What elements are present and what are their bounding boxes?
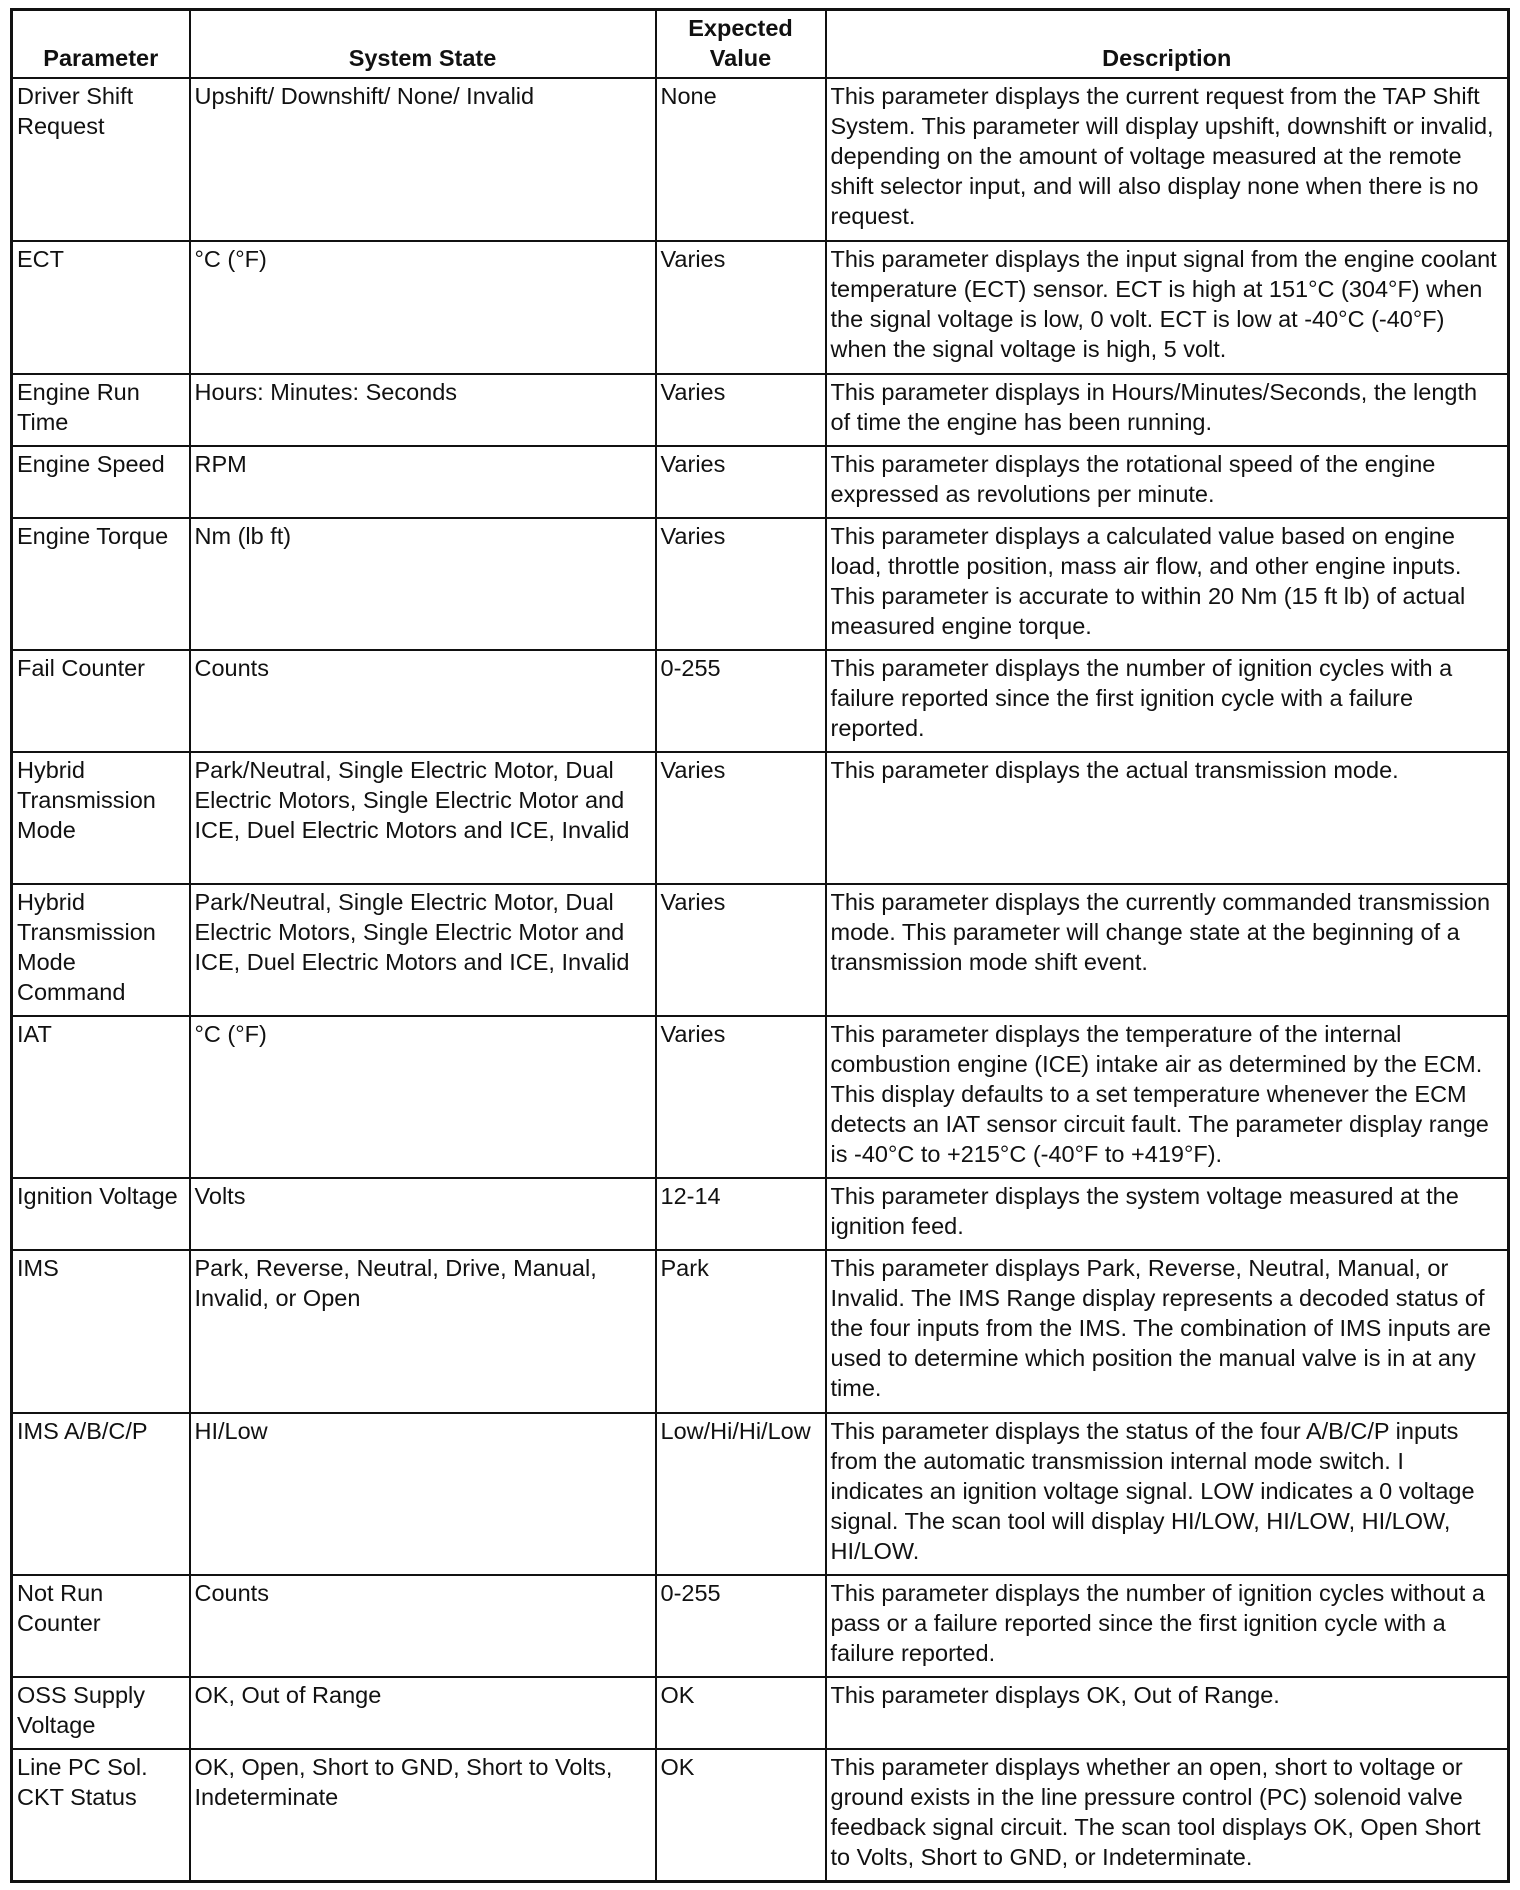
cell-description: This parameter displays the number of ignition cycles without a pass or a failure reported since the first ignition cycle with a failure reported. [826, 1575, 1509, 1677]
cell-parameter: Hybrid Transmission Mode [12, 752, 190, 884]
cell-expected-value: Varies [656, 518, 826, 650]
cell-system-state: Park/Neutral, Single Electric Motor, Dual Electric Motors, Single Electric Motor and ICE, Duel Electric Motors and ICE, Invalid [190, 884, 656, 1016]
cell-parameter: OSS Supply Voltage [12, 1677, 190, 1749]
header-parameter: Parameter [12, 10, 190, 79]
cell-parameter: Driver Shift Request [12, 78, 190, 241]
cell-system-state: °C (°F) [190, 241, 656, 374]
cell-parameter: Not Run Counter [12, 1575, 190, 1677]
table-row [12, 1250, 1509, 1413]
cell-parameter: Engine Run Time [12, 374, 190, 446]
cell-description: This parameter displays the status of the four A/B/C/P inputs from the automatic transmission internal mode switch. I indicates an ignition voltage signal. LOW indicates a 0 voltage signal. The scan tool will display HI/LOW, HI/LOW, HI/LOW, HI/LOW. [826, 1413, 1509, 1575]
table-row [12, 1677, 1509, 1749]
table-row [12, 1575, 1509, 1677]
cell-description: This parameter displays the input signal from the engine coolant temperature (ECT) sensor. ECT is high at 151°C (304°F) when the signal voltage is low, 0 volt. ECT is low at -40°C (-40°F) when the signal voltage is high, 5 volt. [826, 241, 1509, 374]
cell-description: This parameter displays the temperature of the internal combustion engine (ICE) intake air as determined by the ECM. This display defaults to a set temperature whenever the ECM detects an IAT sensor circuit fault. The parameter display range is -40°C to +215°C (-40°F to +419°F). [826, 1016, 1509, 1178]
table-row [12, 446, 1509, 518]
header-row [12, 10, 1509, 79]
cell-parameter: Engine Torque [12, 518, 190, 650]
cell-expected-value: Varies [656, 241, 826, 374]
cell-system-state: Volts [190, 1178, 656, 1250]
cell-expected-value: 0-255 [656, 650, 826, 752]
table-body [12, 78, 1509, 1881]
table-row [12, 1749, 1509, 1881]
cell-system-state: OK, Open, Short to GND, Short to Volts, Indeterminate [190, 1749, 656, 1881]
table-row [12, 518, 1509, 650]
table-row [12, 78, 1509, 241]
cell-expected-value: 12-14 [656, 1178, 826, 1250]
cell-system-state: Park, Reverse, Neutral, Drive, Manual, Invalid, or Open [190, 1250, 656, 1413]
cell-system-state: Upshift/ Downshift/ None/ Invalid [190, 78, 656, 241]
cell-expected-value: Varies [656, 884, 826, 1016]
cell-description: This parameter displays the currently commanded transmission mode. This parameter will change state at the beginning of a transmission mode shift event. [826, 884, 1509, 1016]
table-row [12, 374, 1509, 446]
cell-description: This parameter displays the rotational speed of the engine expressed as revolutions per minute. [826, 446, 1509, 518]
cell-parameter: IMS A/B/C/P [12, 1413, 190, 1575]
cell-system-state: Hours: Minutes: Seconds [190, 374, 656, 446]
cell-system-state: Counts [190, 1575, 656, 1677]
cell-expected-value: OK [656, 1749, 826, 1881]
cell-expected-value: Varies [656, 446, 826, 518]
table-row [12, 241, 1509, 374]
cell-expected-value: Varies [656, 1016, 826, 1178]
cell-description: This parameter displays the actual transmission mode. [826, 752, 1509, 884]
cell-expected-value: Park [656, 1250, 826, 1413]
cell-parameter: Ignition Voltage [12, 1178, 190, 1250]
cell-description: This parameter displays the system voltage measured at the ignition feed. [826, 1178, 1509, 1250]
cell-parameter: Line PC Sol. CKT Status [12, 1749, 190, 1881]
cell-parameter: IAT [12, 1016, 190, 1178]
cell-system-state: Nm (lb ft) [190, 518, 656, 650]
header-description: Description [826, 10, 1509, 79]
cell-description: This parameter displays the current request from the TAP Shift System. This parameter will display upshift, downshift or invalid, depending on the amount of voltage measured at the remote shift selector input, and will also display none when there is no request. [826, 78, 1509, 241]
cell-expected-value: None [656, 78, 826, 241]
cell-expected-value: Low/Hi/Hi/Low [656, 1413, 826, 1575]
header-system-state: System State [190, 10, 656, 79]
cell-system-state: OK, Out of Range [190, 1677, 656, 1749]
cell-description: This parameter displays Park, Reverse, Neutral, Manual, or Invalid. The IMS Range display represents a decoded status of the four inputs from the IMS. The combination of IMS inputs are used to determine which position the manual valve is in at any time. [826, 1250, 1509, 1413]
table-row [12, 884, 1509, 1016]
cell-parameter: IMS [12, 1250, 190, 1413]
header-expected-value: Expected Value [656, 10, 826, 79]
cell-expected-value: Varies [656, 752, 826, 884]
cell-parameter: ECT [12, 241, 190, 374]
cell-parameter: Fail Counter [12, 650, 190, 752]
cell-description: This parameter displays a calculated value based on engine load, throttle position, mass air flow, and other engine inputs. This parameter is accurate to within 20 Nm (15 ft lb) of actual measured engine torque. [826, 518, 1509, 650]
cell-expected-value: 0-255 [656, 1575, 826, 1677]
table-row [12, 1016, 1509, 1178]
cell-description: This parameter displays OK, Out of Range. [826, 1677, 1509, 1749]
cell-description: This parameter displays whether an open, short to voltage or ground exists in the line pressure control (PC) solenoid valve feedback signal circuit. The scan tool displays OK, Open Short to Volts, Short to GND, or Indeterminate. [826, 1749, 1509, 1881]
cell-system-state: HI/Low [190, 1413, 656, 1575]
table-row [12, 752, 1509, 884]
table-row [12, 1413, 1509, 1575]
table-row [12, 650, 1509, 752]
cell-expected-value: Varies [656, 374, 826, 446]
cell-expected-value: OK [656, 1677, 826, 1749]
cell-system-state: RPM [190, 446, 656, 518]
table-row [12, 1178, 1509, 1250]
parameter-table [10, 8, 1510, 1883]
cell-description: This parameter displays in Hours/Minutes/Seconds, the length of time the engine has been running. [826, 374, 1509, 446]
cell-system-state: °C (°F) [190, 1016, 656, 1178]
cell-parameter: Hybrid Transmission Mode Command [12, 884, 190, 1016]
cell-description: This parameter displays the number of ignition cycles with a failure reported since the first ignition cycle with a failure reported. [826, 650, 1509, 752]
cell-system-state: Park/Neutral, Single Electric Motor, Dual Electric Motors, Single Electric Motor and ICE, Duel Electric Motors and ICE, Invalid [190, 752, 656, 884]
cell-parameter: Engine Speed [12, 446, 190, 518]
cell-system-state: Counts [190, 650, 656, 752]
